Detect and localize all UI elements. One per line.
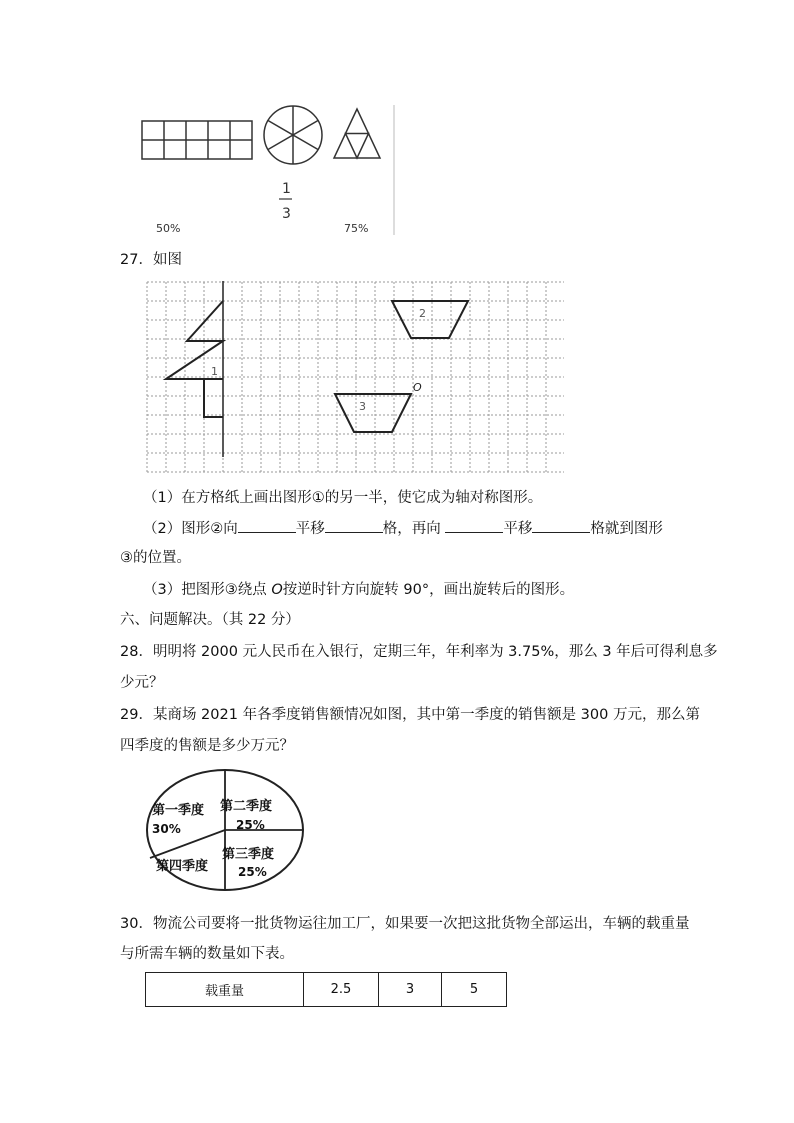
table-cell: 2.5 — [304, 973, 379, 1007]
q27-part2-c: 格，再向 — [382, 521, 446, 537]
quarterly-sales-pie — [140, 766, 310, 896]
shape-3-trapezoid — [335, 394, 411, 432]
answer-blank-4[interactable] — [532, 518, 590, 533]
q27-title: 27．如图 — [120, 252, 182, 268]
load-capacity-table — [145, 972, 507, 1007]
pie-q1-name: 第一季度 — [152, 803, 205, 818]
table-header-cell: 载重量 — [146, 973, 304, 1007]
fraction-denominator: 3 — [282, 206, 291, 222]
q27-part2-e: 格就到图形 — [590, 521, 663, 537]
section-6-title: 六、问题解决。（其 22 分） — [120, 612, 300, 628]
fraction-numerator: 1 — [282, 181, 291, 197]
answer-blank-3[interactable] — [445, 518, 503, 533]
q27-part3 — [143, 580, 574, 600]
fraction-shapes-figure — [138, 105, 400, 240]
point-o-label: O — [413, 381, 422, 394]
q29-line1: 29．某商场 2021 年各季度销售额情况如图，其中第一季度的销售额是 300 万元，那么第 — [120, 707, 700, 723]
label-75-percent: 75% — [344, 222, 369, 235]
shape-2-label: 2 — [419, 307, 426, 320]
q27-part2-b: 平移 — [295, 521, 325, 537]
q28-line1: 28．明明将 2000 元人民币在入银行，定期三年，年利率为 3.75%，那么 3 年后可得利息多 — [120, 644, 718, 660]
q27-part3-b: 按逆时针方向旋转 90°，画出旋转后的图形。 — [282, 582, 575, 598]
answer-blank-1[interactable] — [238, 518, 296, 533]
q27-part1: （1）在方格纸上画出图形①的另一半，使它成为轴对称图形。 — [143, 490, 543, 506]
answer-blank-2[interactable] — [325, 518, 383, 533]
q30-line1: 30．物流公司要将一批货物运往加工厂，如果要一次把这批货物全部运出，车辆的载重量 — [120, 916, 690, 932]
grid-transform-figure — [144, 277, 564, 477]
pie-q3-name: 第三季度 — [222, 847, 275, 862]
q27-part2-cont: ③的位置。 — [120, 550, 191, 566]
q28-line2: 少元？ — [120, 675, 164, 691]
shape-3-label: 3 — [359, 400, 366, 413]
pie-q3-pct: 25% — [238, 865, 267, 879]
pie-q1-pct: 30% — [152, 822, 181, 836]
pie-q2-name: 第二季度 — [220, 799, 273, 814]
table-cell: 5 — [442, 973, 507, 1007]
pie-q4-name: 第四季度 — [156, 859, 209, 874]
grid-rectangle — [142, 121, 252, 159]
shape-1-half — [166, 301, 223, 417]
table-cell: 3 — [379, 973, 442, 1007]
q27-part2-a: （2）图形②向 — [143, 521, 238, 537]
divided-circle — [264, 106, 322, 164]
shape-1-label: 1 — [211, 365, 218, 378]
q27-part3-o: O — [271, 582, 283, 598]
divided-triangle — [334, 109, 380, 158]
q29-line2: 四季度的售额是多少万元？ — [120, 738, 294, 754]
label-50-percent: 50% — [156, 222, 181, 235]
pie-q2-pct: 25% — [236, 818, 265, 832]
q27-part2-d: 平移 — [503, 521, 533, 537]
q27-part3-a: （3）把图形③绕点 — [143, 582, 272, 598]
table-row — [146, 973, 507, 1007]
q27-part2 — [143, 518, 663, 539]
q30-line2: 与所需车辆的数量如下表。 — [120, 946, 294, 962]
